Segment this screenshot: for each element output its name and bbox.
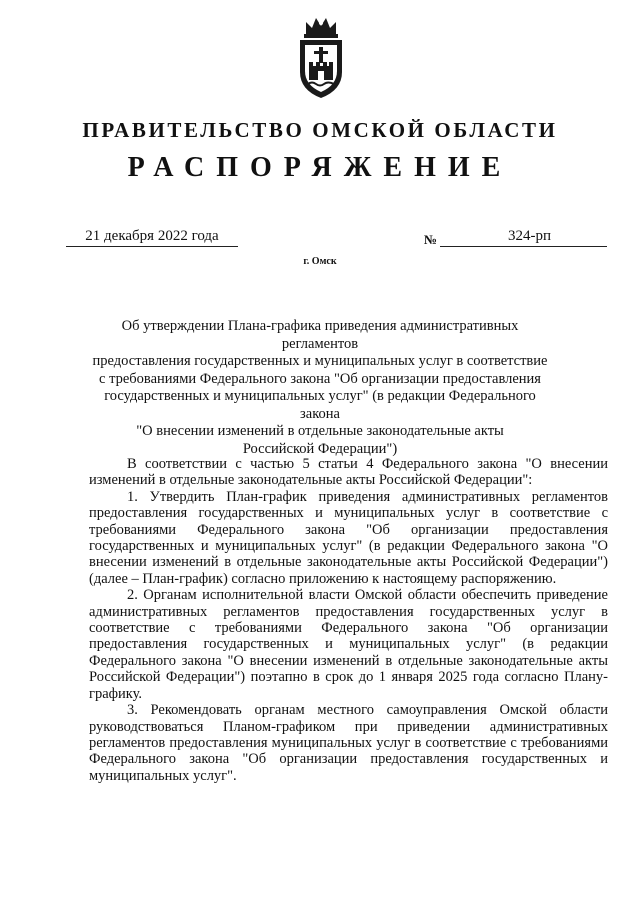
title-line: государственных и муниципальных услуг" (в редакции Федерального закона [104,388,536,422]
document-body [89,456,608,784]
number-label: № [424,232,438,247]
government-name: ПРАВИТЕЛЬСТВО ОМСКОЙ ОБЛАСТИ [82,118,558,142]
document-number-field [440,228,607,247]
omsk-coat-of-arms-icon [294,14,348,100]
title-line: с требованиями Федерального закона "Об организации предоставления [99,370,541,387]
city: г. Омск [303,256,337,267]
preamble-paragraph: В соответствии с частью 5 статьи 4 Федерального закона "О внесении изменений в отдельные законодательные акты Российской Федерации": [89,456,608,489]
title-line: предоставления государственных и муниципальных услуг в соответствие [92,353,548,369]
document-type: РАСПОРЯЖЕНИЕ [127,152,513,183]
document-date: 21 декабря 2022 года [66,228,238,247]
title-line: Российской Федерации") [242,440,398,457]
clause-1: 1. Утвердить План-график приведения административных регламентов предоставления государственных и муниципальных услуг в соответствие с требованиями Федерального закона "Об организации предоставления государственных и муниципальных услуг" (в редакции Федерального закона "О внесении изменений в отдельные законодательные акты Российской Федерации") (далее – План-график) согласно приложению к настоящему распоряжению. [89,488,608,587]
clause-2: 2. Органам исполнительной власти Омской области обеспечить приведение административных регламентов предоставления государственных услуг в соответствие с требованиями Федерального закона "Об организации предоставления государственных и муниципальных услуг" (в редакции Федерального закона "О внесении изменений в отдельные законодательные акты Российской Федерации") поэтапно в срок до 1 января 2025 года согласно Плану-графику. [89,587,608,702]
title-line: "О внесении изменений в отдельные законодательные акты [136,423,504,439]
document-title [84,318,556,458]
title-line: Об утверждении Плана-графика приведения административных регламентов [121,318,519,352]
document-number: 324-рп [508,228,552,244]
clause-3: 3. Рекомендовать органам местного самоуправления Омской области руководствоваться Планом-графиком при приведении административных регламентов предоставления муниципальных услуг в соответствие с требованиями Федерального закона "Об организации предоставления государственных и муниципальных услуг". [89,702,608,784]
